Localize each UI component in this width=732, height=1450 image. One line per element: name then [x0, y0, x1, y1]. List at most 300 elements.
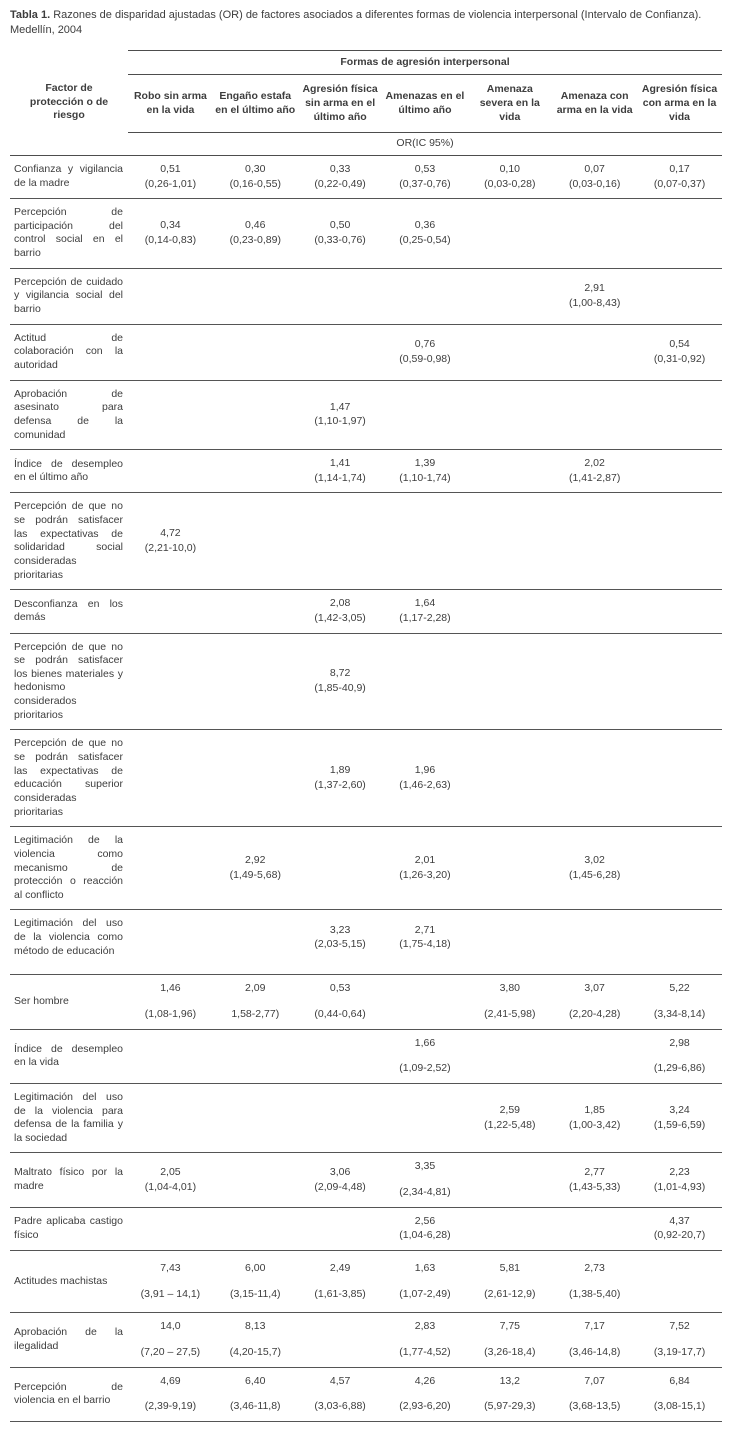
table-row — [10, 493, 722, 590]
or-value: 1,66 — [414, 1036, 436, 1049]
or-cell — [552, 493, 637, 590]
ci-value: (0,33-0,76) — [314, 233, 366, 246]
ci-value: (3,68-13,5) — [568, 1400, 621, 1413]
or-cell — [637, 1029, 722, 1083]
or-value: 2,73 — [584, 1262, 605, 1275]
ci-value: (0,22-0,49) — [314, 177, 366, 190]
or-cell — [467, 910, 552, 975]
or-cell — [637, 633, 722, 730]
or-cell — [298, 730, 383, 827]
or-value: 1,96 — [414, 764, 436, 777]
or-value: 0,34 — [160, 219, 181, 232]
or-cell — [637, 975, 722, 1029]
ci-value: (3,03-6,88) — [314, 1400, 366, 1413]
or-cell — [383, 1083, 468, 1153]
ci-value: (0,16-0,55) — [229, 177, 281, 190]
factor-cell: Percepción de que no se podrán satisfacer las expectativas de solidaridad social consideradas prioritarias — [10, 493, 128, 590]
or-value: 2,49 — [329, 1262, 351, 1275]
or-cell — [637, 450, 722, 493]
ci-value: (1,61-3,85) — [314, 1287, 366, 1300]
or-cell — [213, 1153, 298, 1207]
or-cell — [128, 1029, 213, 1083]
or-value: 2,23 — [669, 1165, 690, 1178]
or-cell — [552, 199, 637, 269]
or-cell — [128, 493, 213, 590]
ci-value: (0,92-20,7) — [653, 1229, 706, 1242]
or-cell — [552, 380, 637, 450]
factor-cell: Ser hombre — [10, 975, 128, 1029]
or-cell — [467, 1153, 552, 1207]
or-cell — [383, 827, 468, 910]
or-value: 1,46 — [160, 982, 181, 995]
table-row — [10, 827, 722, 910]
or-cell — [298, 493, 383, 590]
or-cell — [213, 1313, 298, 1367]
or-cell — [128, 910, 213, 975]
or-value: 6,00 — [245, 1262, 266, 1275]
or-cell — [213, 1367, 298, 1421]
or-cell — [128, 1207, 213, 1250]
table-row — [10, 633, 722, 730]
or-value: 0,76 — [414, 337, 436, 350]
or-cell — [552, 730, 637, 827]
or-cell — [128, 268, 213, 324]
ci-value: (1,38-5,40) — [568, 1287, 621, 1300]
or-cell — [552, 633, 637, 730]
or-cell — [467, 268, 552, 324]
or-cell — [213, 324, 298, 380]
ci-value: (1,10-1,74) — [399, 471, 451, 484]
table-row — [10, 324, 722, 380]
or-cell — [298, 590, 383, 633]
or-cell — [298, 910, 383, 975]
or-value: 4,37 — [669, 1214, 690, 1227]
ci-value: (0,03-0,16) — [568, 177, 621, 190]
ci-value: (3,08-15,1) — [653, 1400, 706, 1413]
or-value: 1,63 — [414, 1262, 436, 1275]
table-row — [10, 730, 722, 827]
factor-cell: Maltrato físico por la madre — [10, 1153, 128, 1207]
or-value: 4,26 — [414, 1374, 436, 1387]
or-cell — [552, 324, 637, 380]
or-cell — [552, 1367, 637, 1421]
or-cell — [467, 1251, 552, 1313]
table-row — [10, 199, 722, 269]
or-cell — [213, 975, 298, 1029]
or-cell — [637, 1207, 722, 1250]
ci-value: (1,17-2,28) — [399, 611, 451, 624]
ci-value: (3,46-11,8) — [229, 1400, 281, 1413]
or-value: 2,05 — [160, 1165, 181, 1178]
or-cell — [128, 633, 213, 730]
or-value: 3,35 — [414, 1160, 436, 1173]
ci-value: (1,85-40,9) — [314, 681, 366, 694]
or-value: 2,02 — [584, 457, 605, 470]
or-cell — [552, 1029, 637, 1083]
or-cell — [128, 730, 213, 827]
or-value: 3,24 — [669, 1104, 690, 1117]
or-value: 2,92 — [245, 854, 266, 867]
or-cell — [637, 324, 722, 380]
factor-cell: Percepción de que no se podrán satisfacer las expectativas de educación superior consideradas prioritarias — [10, 730, 128, 827]
or-cell — [298, 1207, 383, 1250]
ci-value: (1,49-5,68) — [229, 868, 281, 881]
table-row — [10, 380, 722, 450]
or-cell — [213, 380, 298, 450]
or-cell — [637, 155, 722, 198]
factor-column-header: Factor de protección o de riesgo — [10, 50, 128, 155]
table-row — [10, 1207, 722, 1250]
or-value: 0,53 — [414, 162, 436, 175]
table-caption-label: Tabla 1. — [10, 9, 51, 21]
or-cell — [637, 910, 722, 975]
or-value: 8,13 — [245, 1320, 266, 1333]
ci-value: (3,26-18,4) — [484, 1345, 536, 1358]
factor-cell: Legitimación del uso de la violencia para defensa de la familia y la sociedad — [10, 1083, 128, 1153]
column-header: Amenaza severa en la vida — [467, 75, 552, 133]
ci-value: (3,34-8,14) — [653, 1008, 706, 1020]
table-row — [10, 1313, 722, 1367]
or-value: 4,69 — [160, 1374, 181, 1387]
or-value: 0,46 — [245, 219, 266, 232]
or-value: 7,43 — [160, 1262, 181, 1275]
or-cell — [298, 324, 383, 380]
or-value: 2,09 — [245, 982, 266, 995]
table-row — [10, 1153, 722, 1207]
or-cell — [552, 1083, 637, 1153]
or-value: 7,75 — [499, 1320, 521, 1333]
or-cell — [552, 1251, 637, 1313]
or-cell — [552, 590, 637, 633]
ci-value: (3,91 – 14,1) — [140, 1287, 201, 1300]
or-cell — [552, 155, 637, 198]
or-value: 2,83 — [414, 1320, 436, 1333]
or-cell — [298, 1313, 383, 1367]
or-cell — [383, 1153, 468, 1207]
or-cell — [128, 590, 213, 633]
ci-value: (1,59-6,59) — [653, 1118, 706, 1131]
or-value: 0,10 — [499, 162, 521, 175]
or-cell — [467, 1313, 552, 1367]
or-cell — [213, 590, 298, 633]
ci-value: (1,09-2,52) — [399, 1062, 451, 1075]
or-cell — [637, 1153, 722, 1207]
factor-cell: Actitudes machistas — [10, 1251, 128, 1313]
table-row — [10, 155, 722, 198]
or-cell — [128, 975, 213, 1029]
or-cell — [383, 199, 468, 269]
or-cell — [467, 493, 552, 590]
or-cell — [298, 827, 383, 910]
factor-cell: Percepción de que no se podrán satisfacer los bienes materiales y hedonismo considerados prioritarios — [10, 633, 128, 730]
or-value: 5,22 — [669, 982, 690, 995]
factor-cell: Legitimación de la violencia como mecanismo de protección o reacción al conflicto — [10, 827, 128, 910]
or-cell — [637, 1367, 722, 1421]
table-caption-text: Razones de disparidad ajustadas (OR) de factores asociados a diferentes formas de violencia interpersonal (Intervalo de Confianza). Medellín, 2004 — [10, 9, 702, 36]
or-value: 1,89 — [329, 764, 351, 777]
or-cell — [467, 380, 552, 450]
or-cell — [213, 155, 298, 198]
ci-value: (1,01-4,93) — [653, 1180, 706, 1193]
ci-value: (0,23-0,89) — [229, 233, 281, 246]
or-value: 2,59 — [499, 1104, 521, 1117]
or-cell — [637, 1083, 722, 1153]
or-cell — [552, 827, 637, 910]
table-row — [10, 1029, 722, 1083]
ci-value: (1,37-2,60) — [314, 778, 366, 791]
table-row — [10, 1251, 722, 1313]
group-header-row — [10, 50, 722, 75]
or-cell — [467, 633, 552, 730]
or-cell — [467, 1207, 552, 1250]
or-cell — [383, 590, 468, 633]
or-cell — [298, 199, 383, 269]
or-cell — [383, 1251, 468, 1313]
or-cell — [637, 1251, 722, 1313]
or-value: 6,84 — [669, 1374, 690, 1387]
or-cell — [298, 1153, 383, 1207]
ci-value: (1,45-6,28) — [568, 868, 621, 881]
or-cell — [467, 590, 552, 633]
or-cell — [467, 199, 552, 269]
table-row — [10, 975, 722, 1029]
or-cell — [128, 827, 213, 910]
table-caption — [10, 8, 722, 38]
ci-value: (0,44-0,64) — [314, 1008, 366, 1020]
column-header: Robo sin arma en la vida — [128, 75, 213, 133]
ci-value: (1,08-1,96) — [144, 1008, 197, 1020]
or-cell — [298, 268, 383, 324]
ci-value: (1,00-3,42) — [568, 1118, 621, 1131]
or-cell — [467, 155, 552, 198]
group-header: Formas de agresión interpersonal — [128, 50, 722, 75]
factor-cell: Índice de desempleo en la vida — [10, 1029, 128, 1083]
or-value: 3,80 — [499, 982, 521, 995]
factor-cell: Confianza y vigilancia de la madre — [10, 155, 128, 198]
table-row — [10, 910, 722, 975]
or-value: 1,41 — [329, 457, 351, 470]
or-value: 2,77 — [584, 1165, 605, 1178]
ci-value: (0,25-0,54) — [399, 233, 451, 246]
or-value: 7,07 — [584, 1374, 605, 1387]
or-value: 2,01 — [414, 854, 436, 867]
or-cell — [383, 324, 468, 380]
or-cell — [298, 380, 383, 450]
or-value: 3,23 — [329, 923, 351, 936]
or-cell — [637, 493, 722, 590]
factor-cell: Actitud de colaboración con la autoridad — [10, 324, 128, 380]
or-cell — [552, 1313, 637, 1367]
or-cell — [298, 155, 383, 198]
or-value: 2,71 — [414, 923, 436, 936]
ci-value: (2,39-9,19) — [144, 1400, 197, 1413]
column-header: Agresión física con arma en la vida — [637, 75, 722, 133]
or-cell — [637, 1313, 722, 1367]
or-cell — [383, 1367, 468, 1421]
table-body — [10, 155, 722, 1421]
or-value: 0,33 — [329, 162, 351, 175]
or-cell — [213, 633, 298, 730]
or-cell — [128, 450, 213, 493]
or-cell — [383, 633, 468, 730]
table-row — [10, 450, 722, 493]
or-value: 0,17 — [669, 162, 690, 175]
or-cell — [298, 1367, 383, 1421]
ci-value: (1,04-6,28) — [399, 1229, 451, 1242]
or-value: 2,08 — [329, 597, 351, 610]
or-cell — [637, 730, 722, 827]
or-value: 2,91 — [584, 282, 605, 295]
ci-value: (3,19-17,7) — [653, 1345, 706, 1358]
or-cell — [128, 199, 213, 269]
ci-value: (1,00-8,43) — [568, 296, 621, 309]
or-cell — [383, 380, 468, 450]
or-value: 6,40 — [245, 1374, 266, 1387]
or-cell — [637, 827, 722, 910]
or-cell — [637, 199, 722, 269]
or-cell — [383, 730, 468, 827]
ci-value: 1,58-2,77) — [231, 1008, 280, 1020]
ci-value: (3,15-11,4) — [229, 1287, 281, 1300]
factor-cell: Percepción de violencia en el barrio — [10, 1367, 128, 1421]
or-cell — [298, 1083, 383, 1153]
or-cell — [128, 380, 213, 450]
factor-cell: Aprobación de la ilegalidad — [10, 1313, 128, 1367]
or-cell — [298, 1251, 383, 1313]
or-value: 1,39 — [414, 457, 436, 470]
column-header: Agresión física sin arma en el último año — [298, 75, 383, 133]
or-cell — [383, 1029, 468, 1083]
ci-value: (1,22-5,48) — [484, 1118, 536, 1131]
ci-value: (0,37-0,76) — [399, 177, 451, 190]
factor-cell: Legitimación del uso de la violencia como método de educación — [10, 910, 128, 975]
ci-value: (2,41-5,98) — [484, 1008, 536, 1020]
ci-value: (2,21-10,0) — [144, 541, 197, 554]
or-cell — [128, 1153, 213, 1207]
ci-value: (1,77-4,52) — [399, 1345, 451, 1358]
factor-cell: Aprobación de asesinato para defensa de la comunidad — [10, 380, 128, 450]
factor-cell: Desconfianza en los demás — [10, 590, 128, 633]
or-value: 1,85 — [584, 1104, 605, 1117]
or-value: 2,56 — [414, 1214, 436, 1227]
ci-value: (1,46-2,63) — [399, 778, 451, 791]
column-header: Amenazas en el último año — [383, 75, 468, 133]
ci-value: (1,07-2,49) — [399, 1287, 451, 1300]
ci-value: (0,14-0,83) — [144, 233, 197, 246]
ci-value: (2,93-6,20) — [399, 1400, 451, 1413]
or-cell — [552, 910, 637, 975]
or-cell — [383, 450, 468, 493]
or-value: 2,98 — [669, 1036, 690, 1049]
ci-value: (1,29-6,86) — [653, 1062, 706, 1075]
or-cell — [298, 450, 383, 493]
or-cell — [128, 1367, 213, 1421]
or-cell — [213, 493, 298, 590]
ci-value: (1,04-4,01) — [144, 1180, 197, 1193]
or-value: 0,54 — [669, 337, 690, 350]
or-cell — [552, 1153, 637, 1207]
or-value: 0,36 — [414, 219, 436, 232]
or-cell — [213, 1251, 298, 1313]
or-cell — [213, 910, 298, 975]
or-cell — [128, 324, 213, 380]
factor-cell: Índice de desempleo en el último año — [10, 450, 128, 493]
or-cell — [467, 975, 552, 1029]
or-cell — [383, 1207, 468, 1250]
ci-value: (4,20-15,7) — [229, 1345, 281, 1358]
ci-value: (2,61-12,9) — [484, 1287, 536, 1300]
or-cell — [467, 730, 552, 827]
ci-value: (0,59-0,98) — [399, 352, 451, 365]
ci-value: (0,03-0,28) — [484, 177, 536, 190]
ci-value: (2,20-4,28) — [568, 1008, 621, 1020]
ci-value: (2,03-5,15) — [314, 938, 366, 951]
or-cell — [213, 450, 298, 493]
or-cell — [213, 730, 298, 827]
factor-cell: Padre aplicaba castigo físico — [10, 1207, 128, 1250]
ci-value: (0,07-0,37) — [653, 177, 706, 190]
or-value: 4,72 — [160, 527, 181, 540]
or-cell — [467, 450, 552, 493]
or-cell — [467, 1367, 552, 1421]
or-value: 4,57 — [329, 1374, 351, 1387]
or-value: 7,17 — [584, 1320, 605, 1333]
or-value: 5,81 — [499, 1262, 521, 1275]
ci-value: (1,10-1,97) — [314, 415, 366, 428]
or-value: 3,02 — [584, 854, 605, 867]
measure-header: OR(IC 95%) — [128, 133, 722, 156]
or-cell — [383, 268, 468, 324]
or-cell — [298, 975, 383, 1029]
ci-value: (1,41-2,87) — [568, 471, 621, 484]
or-cell — [213, 268, 298, 324]
or-cell — [213, 1083, 298, 1153]
table-row — [10, 590, 722, 633]
or-cell — [552, 450, 637, 493]
table-row — [10, 268, 722, 324]
or-value: 8,72 — [329, 667, 351, 680]
ci-value: (2,09-4,48) — [314, 1180, 366, 1193]
ci-value: (1,75-4,18) — [399, 938, 451, 951]
table-row — [10, 1367, 722, 1421]
or-cell — [213, 1207, 298, 1250]
ci-value: (1,43-5,33) — [568, 1180, 621, 1193]
or-cell — [383, 910, 468, 975]
or-value: 14,0 — [160, 1320, 181, 1333]
or-cell — [467, 324, 552, 380]
ci-value: (1,42-3,05) — [314, 611, 366, 624]
or-value: 0,07 — [584, 162, 605, 175]
or-cell — [383, 155, 468, 198]
or-value: 0,51 — [160, 162, 181, 175]
or-cell — [637, 380, 722, 450]
or-cell — [637, 268, 722, 324]
or-value: 1,47 — [329, 400, 351, 413]
or-value: 7,52 — [669, 1320, 690, 1333]
or-cell — [128, 1313, 213, 1367]
or-cell — [383, 1313, 468, 1367]
ci-value: (5,97-29,3) — [484, 1400, 536, 1413]
ci-value: (1,26-3,20) — [399, 868, 451, 881]
or-value: 0,50 — [329, 219, 351, 232]
column-header: Amenaza con arma en la vida — [552, 75, 637, 133]
or-cell — [128, 1083, 213, 1153]
or-value: 13,2 — [499, 1374, 521, 1387]
or-cell — [467, 827, 552, 910]
or-cell — [128, 1251, 213, 1313]
or-cell — [383, 975, 468, 1029]
or-cell — [128, 155, 213, 198]
